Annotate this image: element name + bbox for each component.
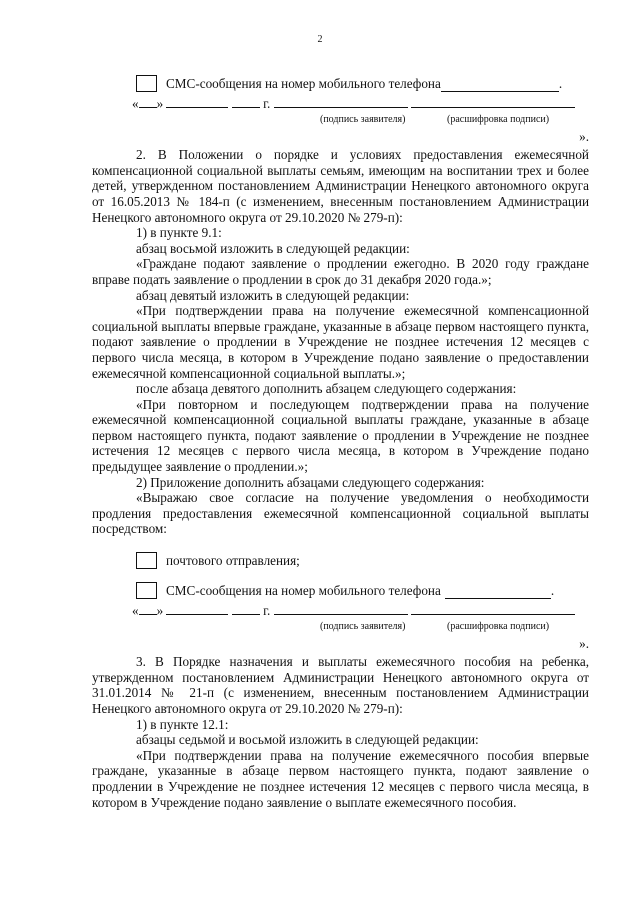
sms-checkbox-2[interactable] xyxy=(136,582,157,599)
section-3-item-1-a: абзацы седьмой и восьмой изложить в следующей редакции: xyxy=(136,732,479,748)
caption-signature-2: (подпись заявителя) xyxy=(320,620,406,632)
year-blank-2[interactable] xyxy=(232,604,260,615)
closing-quote-1: ». xyxy=(579,128,589,144)
date-signature-line-1: « » г. xyxy=(132,96,589,112)
mail-label: почтового отправления; xyxy=(166,553,300,569)
section-2-item-2-a: «Выражаю свое согласие на получение уведомления о необходимости продления предоставления ежемесячной компенсационной социальной выплаты посредством: xyxy=(92,490,589,537)
phone-number-blank-1[interactable] xyxy=(441,81,559,92)
signature-blank-1[interactable] xyxy=(274,97,408,108)
caption-signature-1: (подпись заявителя) xyxy=(320,113,406,125)
day-blank-1[interactable] xyxy=(139,97,157,108)
phone-number-blank-2[interactable] xyxy=(445,588,551,599)
mail-option-row xyxy=(136,543,589,569)
section-3-heading: 3. В Порядке назначения и выплаты ежемесячного пособия на ребенка, утвержденном постановлением Администрации Ненецкого автономного округа от 31.01.2014 № 21-п (с изменением, внесенным постановлением Администрации Ненецкого автономного округа от 29.10.2020 № 279-п): xyxy=(92,654,589,716)
section-2-item-1-a: абзац восьмой изложить в следующей редакции: xyxy=(136,240,410,256)
section-2-item-1-b: «Граждане подают заявление о продлении ежегодно. В 2020 году граждане вправе подать заявление о продлении в срок до 31 декабря 2020 года.»; xyxy=(92,256,589,287)
section-2-item-2: 2) Приложение дополнить абзацами следующего содержания: xyxy=(136,474,485,490)
signature-captions-1 xyxy=(92,112,589,125)
signature-blank-2[interactable] xyxy=(274,604,408,615)
section-2-item-1-c: абзац девятый изложить в следующей редакции: xyxy=(136,287,410,303)
closing-quote-2: ». xyxy=(579,635,589,651)
section-2-item-1-e: после абзаца девятого дополнить абзацем следующего содержания: xyxy=(136,381,517,397)
date-signature-line-2: « » г. xyxy=(132,603,589,619)
month-blank-2[interactable] xyxy=(166,604,228,615)
signature-captions-2 xyxy=(92,619,589,632)
year-blank-1[interactable] xyxy=(232,97,260,108)
sms-label-1: СМС-сообщения на номер мобильного телефона xyxy=(166,76,441,92)
decode-blank-2[interactable] xyxy=(411,604,575,615)
caption-decode-2: (расшифровка подписи) xyxy=(447,620,550,632)
section-2-heading: 2. В Положении о порядке и условиях предоставления ежемесячной компенсационной социальной выплаты семьям, имеющим на воспитании трех и более детей, утвержденном постановлением Администрации Ненецкого автономного округа от 16.05.2013 № 184-п (с изменением, внесенным постановлением Администрации Ненецкого автономного округа от 29.10.2020 № 279-п): xyxy=(92,147,589,225)
document-body xyxy=(92,66,589,810)
sms-option-row-2: СМС-сообщения на номер мобильного телефона . xyxy=(136,573,589,599)
day-blank-2[interactable] xyxy=(139,604,157,615)
month-blank-1[interactable] xyxy=(166,97,228,108)
sms-label-2: СМС-сообщения на номер мобильного телефона xyxy=(166,583,441,599)
section-2-item-1: 1) в пункте 9.1: xyxy=(136,225,222,241)
section-2-item-1-d: «При подтверждении права на получение ежемесячной компенсационной социальной выплаты впервые граждане, указанные в абзаце первом настоящего пункта, подают заявление о продлении в Учреждение не позднее истечения 12 месяцев с первого числа месяца, в котором в Учреждение подано заявление о предоставлении ежемесячной компенсационной социальной выплаты.»; xyxy=(92,303,589,381)
section-3-item-1-b: «При подтверждении права на получение ежемесячного пособия впервые граждане, указанные в абзаце первом настоящего пункта, подают заявление о продлении в Учреждение не позднее истечения 12 месяцев с первого числа месяца, в котором в Учреждение подано заявление о выплате ежемесячного пособия. xyxy=(92,747,589,810)
decode-blank-1[interactable] xyxy=(411,97,575,108)
sms-checkbox-1[interactable] xyxy=(136,75,157,92)
mail-checkbox[interactable] xyxy=(136,552,157,569)
page-number: 2 xyxy=(317,34,323,45)
section-3-item-1: 1) в пункте 12.1: xyxy=(136,716,229,732)
section-2-item-1-f: «При повторном и последующем подтверждении права на получение ежемесячной компенсационной социальной выплаты граждане, указанные в абзаце первом настоящего пункта, подают заявление о продлении в Учреждение не позднее истечения 12 месяцев с первого числа месяца, в котором в Учреждение подано предыдущее заявление о продлении.»; xyxy=(92,396,589,475)
sms-option-row-1: СМС-сообщения на номер мобильного телефона . xyxy=(136,66,589,92)
caption-decode-1: (расшифровка подписи) xyxy=(447,113,550,125)
